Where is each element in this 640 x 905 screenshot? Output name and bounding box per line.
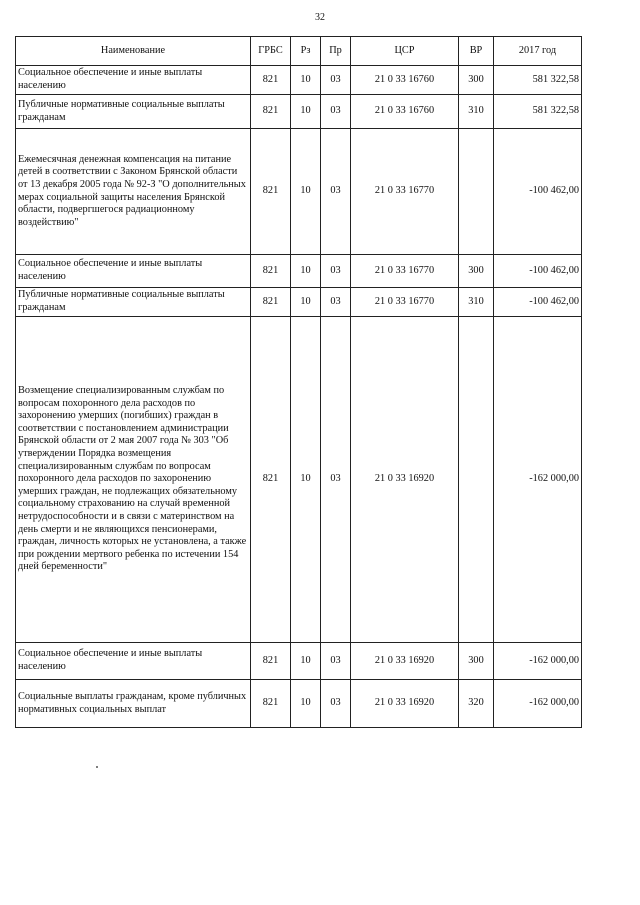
row-amount: -100 462,00 (494, 255, 582, 288)
row-vr (459, 129, 494, 255)
row-grbs: 821 (251, 680, 291, 728)
row-vr: 300 (459, 255, 494, 288)
row-csr: 21 0 33 16770 (351, 288, 459, 317)
row-rz: 10 (291, 95, 321, 129)
row-rz: 10 (291, 317, 321, 643)
row-rz: 10 (291, 288, 321, 317)
row-grbs: 821 (251, 317, 291, 643)
header-name: Наименование (16, 37, 251, 66)
row-amount: -100 462,00 (494, 129, 582, 255)
budget-table (15, 36, 582, 728)
row-vr: 300 (459, 643, 494, 680)
row-grbs: 821 (251, 255, 291, 288)
row-grbs: 821 (251, 288, 291, 317)
table-row (16, 317, 582, 643)
table-row (16, 680, 582, 728)
row-rz: 10 (291, 255, 321, 288)
row-rz: 10 (291, 66, 321, 95)
header-year: 2017 год (494, 37, 582, 66)
row-pr: 03 (321, 129, 351, 255)
row-name: Публичные нормативные социальные выплаты гражданам (16, 95, 251, 129)
row-name: Социальное обеспечение и иные выплаты населению (16, 66, 251, 95)
table-row (16, 255, 582, 288)
row-grbs: 821 (251, 66, 291, 95)
row-name: Публичные нормативные социальные выплаты гражданам (16, 288, 251, 317)
row-vr: 310 (459, 288, 494, 317)
row-pr: 03 (321, 66, 351, 95)
row-vr: 310 (459, 95, 494, 129)
row-csr: 21 0 33 16920 (351, 317, 459, 643)
row-pr: 03 (321, 95, 351, 129)
row-pr: 03 (321, 317, 351, 643)
row-name: Социальное обеспечение и иные выплаты населению (16, 255, 251, 288)
row-pr: 03 (321, 255, 351, 288)
row-grbs: 821 (251, 643, 291, 680)
row-name: Социальное обеспечение и иные выплаты населению (16, 643, 251, 680)
row-csr: 21 0 33 16760 (351, 95, 459, 129)
scan-speck (96, 766, 98, 768)
table-row (16, 129, 582, 255)
row-amount: -100 462,00 (494, 288, 582, 317)
row-pr: 03 (321, 680, 351, 728)
table-header-row (16, 37, 582, 66)
header-rz: Рз (291, 37, 321, 66)
row-name: Ежемесячная денежная компенсация на питание детей в соответствии с Законом Брянской области от 13 декабря 2005 года № 92-З "О дополнительных мерах социальной защиты населения Брянской области, подвергшегося радиационному воздействию" (16, 129, 251, 255)
row-rz: 10 (291, 129, 321, 255)
header-pr: Пр (321, 37, 351, 66)
row-amount: 581 322,58 (494, 95, 582, 129)
row-csr: 21 0 33 16920 (351, 680, 459, 728)
row-grbs: 821 (251, 129, 291, 255)
row-csr: 21 0 33 16770 (351, 255, 459, 288)
row-rz: 10 (291, 680, 321, 728)
row-vr: 300 (459, 66, 494, 95)
row-csr: 21 0 33 16770 (351, 129, 459, 255)
row-name: Социальные выплаты гражданам, кроме публичных нормативных социальных выплат (16, 680, 251, 728)
row-amount: -162 000,00 (494, 317, 582, 643)
header-csr: ЦСР (351, 37, 459, 66)
row-amount: -162 000,00 (494, 680, 582, 728)
row-pr: 03 (321, 288, 351, 317)
table-row (16, 95, 582, 129)
row-amount: -162 000,00 (494, 643, 582, 680)
table-row (16, 288, 582, 317)
row-vr (459, 317, 494, 643)
row-rz: 10 (291, 643, 321, 680)
table-row (16, 66, 582, 95)
table-row (16, 643, 582, 680)
page-number: 32 (315, 12, 325, 23)
row-vr: 320 (459, 680, 494, 728)
row-name: Возмещение специализированным службам по вопросам похоронного дела расходов по захоронению умерших (погибших) граждан в соответствии с постановлением администрации Брянской области от 2 мая 2007 года № 303 "Об утверждении Порядка возмещения специализированным службам по вопросам похоронного дела расходов по захоронению умерших граждан, не подлежащих обязательному социальному страхованию на случай временной нетрудоспособности и в связи с материнством на день смерти и не являющихся пенсионерами, граждан, личность которых не установлена, а также при рождении мертвого ребенка по истечении 154 дней беременности" (16, 317, 251, 643)
row-grbs: 821 (251, 95, 291, 129)
header-vr: ВР (459, 37, 494, 66)
row-amount: 581 322,58 (494, 66, 582, 95)
row-csr: 21 0 33 16920 (351, 643, 459, 680)
row-pr: 03 (321, 643, 351, 680)
header-grbs: ГРБС (251, 37, 291, 66)
row-csr: 21 0 33 16760 (351, 66, 459, 95)
